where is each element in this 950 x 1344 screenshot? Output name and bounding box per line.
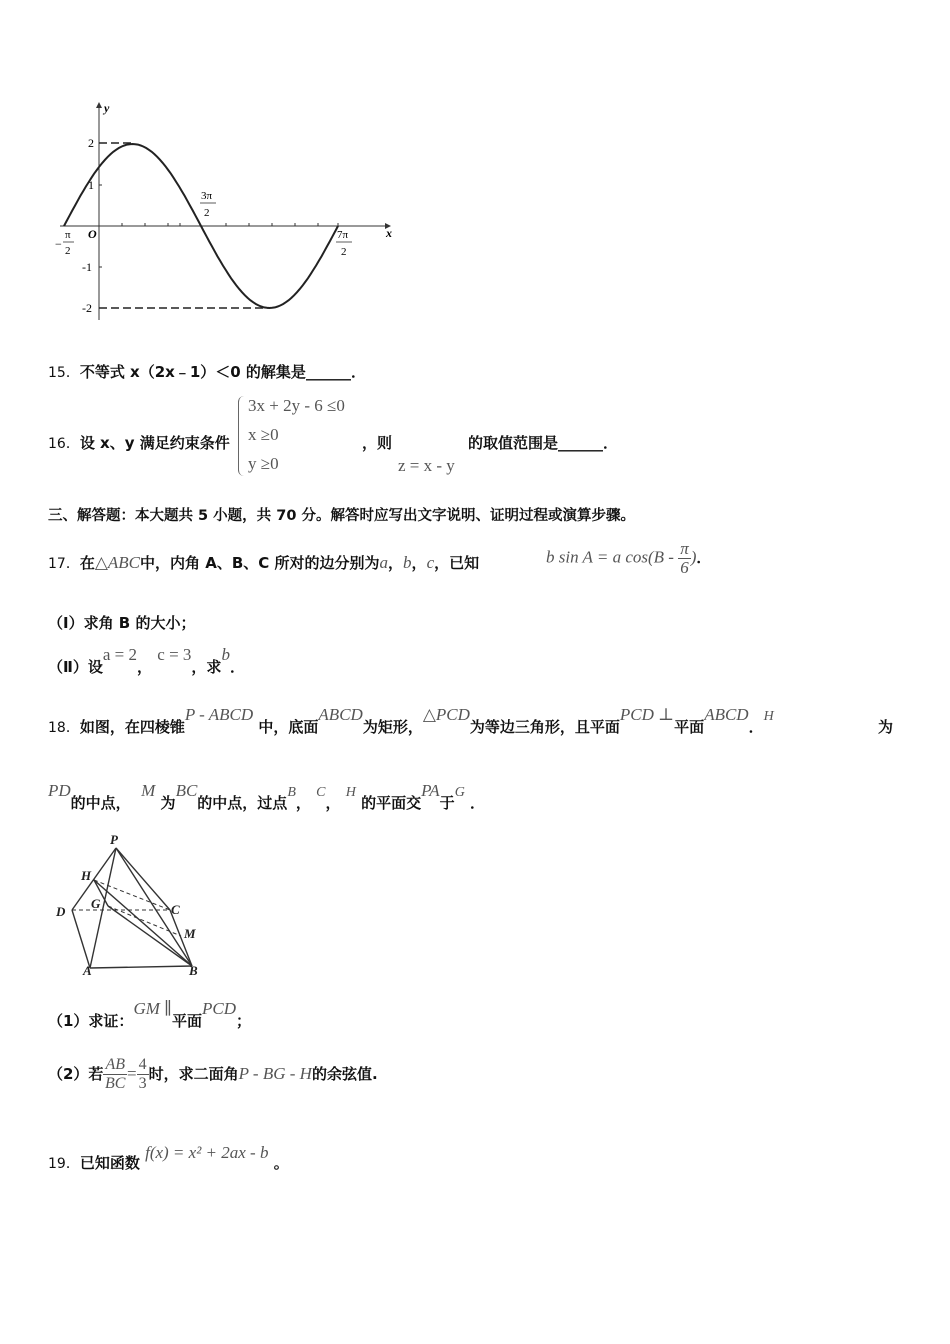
x-axis-label: x	[386, 226, 392, 240]
q15-blank[interactable]: ______	[305, 363, 351, 381]
q18-value-frac: $\frac{4}{3}$	[138, 1056, 147, 1092]
y-tick-2: 2	[88, 136, 94, 150]
q16-expr: z = x - y	[398, 456, 455, 475]
q16-brace	[238, 396, 245, 476]
q17-t3: ，已知	[434, 554, 480, 572]
x-label-left-den: 2	[65, 245, 71, 257]
q15-text: 不等式 x（2x﹣1）＜0 的解集是	[79, 363, 306, 381]
x-label-right-num: 7π	[337, 229, 349, 241]
sine-graph	[50, 95, 410, 335]
vertex-d: D	[56, 904, 66, 919]
q15-end: ．	[350, 363, 366, 381]
q17-line: 17．在△ABC中，内角 A、B、C 所对的边分别为a，b，c，已知	[48, 553, 480, 572]
y-tick-neg1: -1	[82, 260, 92, 274]
q15	[48, 361, 366, 382]
vertex-p: P	[110, 832, 118, 847]
q17-t2: 中，内角 A、B、C 所对的边分别为	[140, 554, 380, 572]
pyramid-figure	[50, 828, 210, 980]
q16-constraint-2: x ≥0	[248, 425, 279, 444]
y-axis-label: y	[104, 101, 110, 115]
q16-post	[468, 432, 618, 453]
q19: 19．已知函数 f(x) = x² + 2ax - b 。	[48, 1143, 289, 1172]
q17-c: c	[426, 553, 435, 572]
q17-eq-right: )	[690, 547, 697, 567]
vertex-c: C	[171, 902, 180, 917]
q18-line1-end: 为	[878, 718, 894, 736]
vertex-h: H	[81, 868, 92, 883]
x-label-mid-num: 3π	[201, 190, 213, 202]
q16-mid: ，则	[362, 434, 393, 452]
q18-part1: （1）求证：GM ∥平面PCD；	[48, 999, 252, 1030]
q17-p2-b: b	[221, 645, 230, 664]
q16-end: ．	[603, 434, 619, 452]
y-tick-neg2: -2	[82, 301, 92, 315]
q17-number: 17．	[48, 556, 80, 572]
q17-p2-c: c = 3	[157, 645, 192, 664]
q16-number: 16．	[48, 436, 80, 452]
q17-equation: b sin A = a cos(B - $\frac{\pi}{6}$ )．	[546, 539, 712, 577]
vertex-b: B	[189, 963, 198, 978]
vertex-m: M	[184, 926, 196, 941]
section3-title: 三、解答题：本大题共 5 小题，共 70 分。解答时应写出文字说明、证明过程或演算步骤。	[48, 508, 635, 524]
q17-part2: （Ⅱ）设a = 2， c = 3，求b．	[48, 645, 245, 676]
q17-eq-frac: $\frac{\pi}{6}$	[680, 539, 689, 577]
q17-b: b	[403, 553, 412, 572]
x-label-mid-den: 2	[204, 207, 210, 219]
q18-line2: PD的中点， M 为BC的中点，过点B， C， H 的平面交PA于G ．	[48, 781, 486, 812]
q18-number: 18．	[48, 720, 80, 736]
x-label-left-sign: −	[55, 237, 62, 251]
q16-intro	[48, 432, 230, 453]
x-label-left-num: π	[65, 229, 71, 241]
q17-part1: （Ⅰ）求角 B 的大小；	[48, 614, 196, 632]
vertex-g: G	[91, 896, 101, 911]
q16-blank[interactable]: ______	[558, 434, 604, 452]
y-tick-1: 1	[88, 178, 94, 192]
q16-constraint-1: 3x + 2y - 6 ≤0	[248, 396, 345, 415]
vertex-a: A	[83, 963, 92, 978]
q18-line1: 18．如图，在四棱锥P - ABCD 中，底面ABCD为矩形，△PCD为等边三角形，且平面PCD ⊥平面ABCD．H	[48, 705, 774, 736]
q16-constraint-3: y ≥0	[248, 454, 279, 473]
q18-ratio-frac: $\frac{AB}{BC}$	[104, 1056, 126, 1092]
q19-number: 19．	[48, 1156, 80, 1172]
x-label-right-den: 2	[341, 246, 347, 258]
q16-post-text: 的取值范围是	[468, 434, 559, 452]
q17-a: a	[379, 553, 389, 572]
q15-number: 15．	[48, 365, 80, 381]
q17-eq-left: b sin A = a cos(B -	[546, 547, 674, 567]
q17-t1: 在	[79, 554, 95, 572]
q17-triangle: △ABC	[94, 553, 141, 572]
q16-pre: 设 x、y 满足约束条件	[79, 434, 230, 452]
q18-part2: （2）若 $\frac{AB}{BC}$ = $\frac{4}{3}$ 时，求二面角P - BG - H的余弦值.	[48, 1056, 378, 1092]
q17-p2-a: a = 2	[102, 645, 138, 664]
origin-label: O	[88, 227, 97, 241]
